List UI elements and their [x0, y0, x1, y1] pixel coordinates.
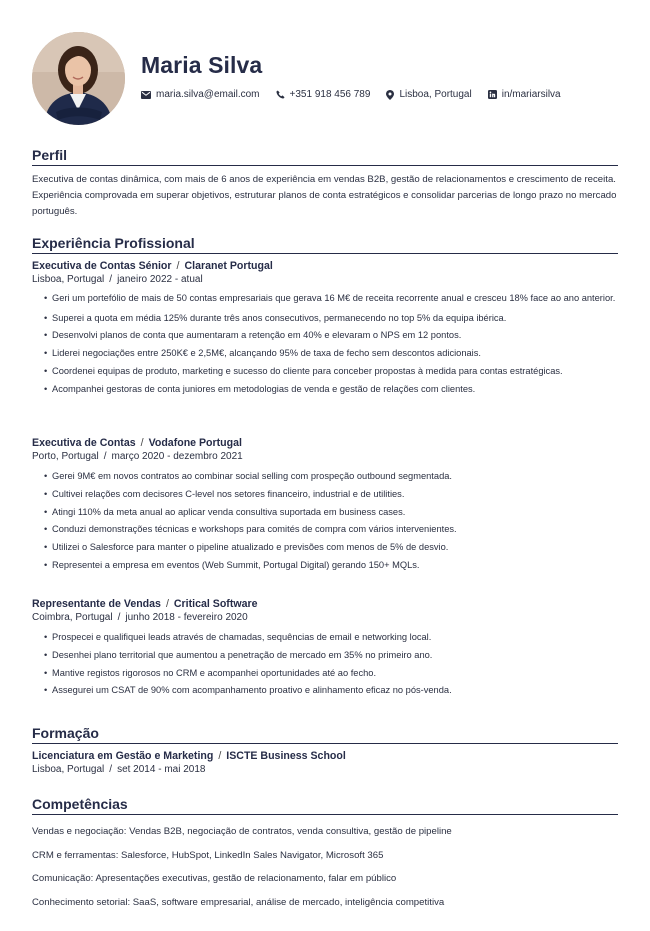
email-icon	[141, 91, 151, 99]
separator: /	[165, 598, 169, 610]
job-meta	[32, 451, 618, 462]
job-company: Critical Software	[173, 598, 258, 610]
job-dates: março 2020 - dezembro 2021	[111, 451, 243, 462]
contact-location[interactable]	[386, 89, 471, 100]
job-location: Porto, Portugal	[32, 451, 99, 462]
job-entry	[32, 592, 618, 700]
degree: Licenciatura em Gestão e Marketing	[32, 750, 214, 762]
profile-summary: Executiva de contas dinâmica, com mais de 6 anos de experiência em vendas B2B, gestão de relacionamentos e crescimento de receita. Experiência comprovada em superar objetivos, estruturar planos de conta estratégicos e consolidar parcerias de longo prazo no mercado português.	[32, 174, 617, 217]
job-heading	[32, 437, 618, 449]
separator: /	[109, 764, 113, 775]
email-text: maria.silva@email.com	[156, 89, 260, 100]
job-entry	[32, 431, 618, 575]
list-item: • Superei a quota em média 125% durante três anos consecutivos, permanecendo no top 5% da equipa ibérica.	[46, 310, 618, 328]
job-dates: junho 2018 - fevereiro 2020	[125, 612, 248, 623]
list-item: • Acompanhei gestoras de conta juniores em metodologias de venda e gestão de relações com clientes.	[46, 381, 618, 399]
job-meta	[32, 612, 618, 623]
list-item: • Conduzi demonstrações técnicas e workshops para comités de compra com vários intervenientes.	[46, 521, 618, 539]
section-title-skills: Competências	[32, 796, 618, 815]
location-icon	[386, 90, 394, 100]
phone-icon	[276, 90, 285, 99]
resume-header	[32, 32, 618, 126]
job-role: Representante de Vendas	[32, 598, 161, 610]
job-dates: janeiro 2022 - atual	[117, 274, 203, 285]
job-company: Vodafone Portugal	[148, 437, 242, 449]
skills-list	[32, 825, 618, 919]
list-item: • Desenvolvi planos de conta que aumentaram a retenção em 40% e elevaram o NPS em 12 pontos.	[46, 327, 618, 345]
list-item: • Cultivei relações com decisores C-level nos setores financeiro, industrial e de utilities.	[46, 486, 618, 504]
separator: /	[140, 437, 144, 449]
list-item: • Prospecei e qualifiquei leads através de chamadas, sequências de email e networking local.	[46, 629, 618, 647]
contact-row	[141, 89, 577, 100]
list-item: • Geri um portefólio de mais de 50 contas empresariais que gerava 16 M€ de receita recorrente anual e cresceu 18% face ao ano anterior.	[46, 291, 618, 307]
education-location: Lisboa, Portugal	[32, 764, 105, 775]
separator: /	[103, 451, 107, 462]
linkedin-text: in/mariarsilva	[501, 89, 561, 100]
profile-section	[32, 147, 618, 220]
job-location: Lisboa, Portugal	[32, 274, 105, 285]
list-item: • Representei a empresa em eventos (Web Summit, Portugal Digital) gerando 150+ MQLs.	[46, 557, 618, 575]
experience-section	[32, 235, 618, 399]
job-entry	[32, 260, 618, 399]
list-item: • Atingi 110% da meta anual ao aplicar venda consultiva suportada em business cases.	[46, 504, 618, 522]
job-heading	[32, 260, 618, 272]
job-heading	[32, 598, 618, 610]
list-item: • Gerei 9M€ em novos contratos ao combinar social selling com prospeção outbound segmentada.	[46, 468, 618, 486]
linkedin-icon	[488, 90, 497, 99]
skill-line: Conhecimento setorial: SaaS, software empresarial, análise de mercado, inteligência competitiva	[32, 896, 445, 908]
education-section	[32, 725, 618, 775]
skill-line: Vendas e negociação: Vendas B2B, negociação de contratos, venda consultiva, gestão de pipeline	[32, 826, 452, 837]
phone-text: +351 918 456 789	[289, 89, 371, 100]
list-item: • Liderei negociações entre 250K€ e 2,5M€, alcançando 95% de taxa de fecho sem descontos adicionais.	[46, 345, 618, 363]
contact-linkedin[interactable]	[488, 89, 561, 100]
job-meta	[32, 274, 618, 285]
list-item: • Assegurei um CSAT de 90% com acompanhamento proativo e alinhamento eficaz no pós-venda.	[46, 682, 618, 700]
section-title-education: Formação	[32, 725, 618, 744]
job-bullets	[32, 468, 618, 575]
list-item: • Coordenei equipas de produto, marketing e sucesso do cliente para conceber propostas à medida para contas estratégicas.	[46, 363, 618, 381]
candidate-name: Maria Silva	[141, 52, 263, 78]
job-location: Coimbra, Portugal	[32, 612, 113, 623]
skills-section	[32, 796, 618, 919]
school: ISCTE Business School	[226, 750, 346, 762]
portrait-photo	[32, 32, 125, 125]
job-role: Executiva de Contas	[32, 437, 136, 449]
location-text: Lisboa, Portugal	[399, 89, 472, 100]
education-meta	[32, 764, 618, 775]
skill-line: Comunicação: Apresentações executivas, gestão de relacionamento, falar em público	[32, 873, 397, 884]
separator: /	[109, 274, 113, 285]
education-heading	[32, 750, 618, 762]
education-dates: set 2014 - mai 2018	[117, 764, 206, 775]
separator: /	[117, 612, 121, 623]
contact-phone[interactable]	[276, 89, 371, 100]
job-bullets	[32, 629, 618, 700]
skill-line: CRM e ferramentas: Salesforce, HubSpot, LinkedIn Sales Navigator, Microsoft 365	[32, 849, 384, 861]
section-title-experience: Experiência Profissional	[32, 235, 618, 254]
job-company: Claranet Portugal	[184, 260, 273, 272]
list-item: • Mantive registos rigorosos no CRM e acompanhei oportunidades até ao fecho.	[46, 665, 618, 683]
separator: /	[176, 260, 180, 272]
list-item: • Desenhei plano territorial que aumentou a penetração de mercado em 35% no primeiro ano.	[46, 647, 618, 665]
list-item: • Utilizei o Salesforce para manter o pipeline atualizado e previsões com menos de 5% de desvio.	[46, 539, 618, 557]
job-bullets	[32, 291, 618, 399]
section-title-profile: Perfil	[32, 147, 618, 166]
separator: /	[218, 750, 222, 762]
contact-email[interactable]	[141, 89, 260, 100]
avatar	[32, 32, 125, 125]
job-role: Executiva de Contas Sénior	[32, 260, 172, 272]
